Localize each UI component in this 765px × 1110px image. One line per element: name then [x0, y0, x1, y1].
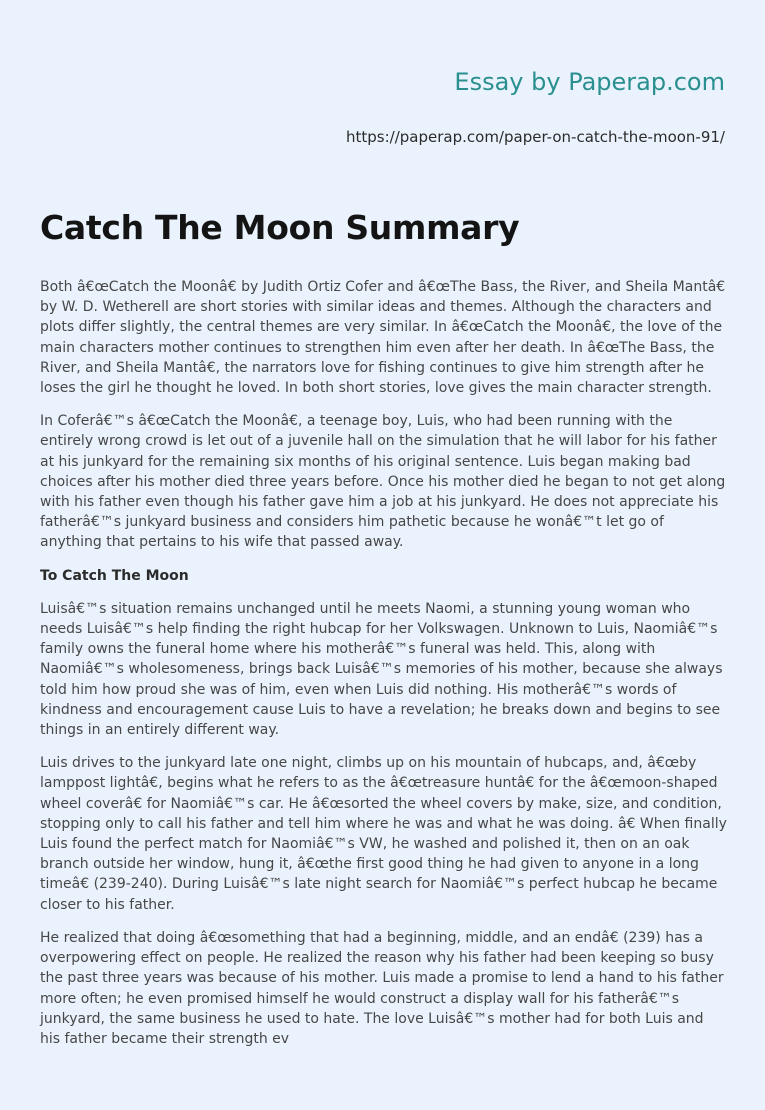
paragraph: Both â€œCatch the Moonâ€ by Judith Ortiz Cofer and â€œThe Bass, the River, and Sheila Mantâ€ by W. D. Wetherell are short stories with similar ideas and themes. Although the characters and plots differ slightly, the central themes are very similar. In â€œCatch the Moonâ€, the love of the main characters mother continues to strengthen him even after her death. In â€œThe Bass, the River, and Sheila Mantâ€, the narrators love for fishing continues to give him strength after he loses the girl he thought he loved. In both short stories, love gives the main character strength. — [40, 279, 726, 397]
section-heading: To Catch The Moon — [40, 567, 189, 584]
paragraph: In Coferâ€™s â€œCatch the Moonâ€, a teenage boy, Luis, who had been running with the entirely wrong crowd is let out of a juvenile hall on the simulation that he will labor for his father at his junkyard for the remaining six months of his original sentence. Luis began making bad choices after his mother died three years before. Once his mother died he began to not get along with his father even though his father gave him a job at his junkyard. He does not appreciate his fatherâ€™s junkyard business and considers him pathetic because he wonâ€™t let go of anything that pertains to his wife that passed away. — [40, 413, 726, 551]
essay-body — [40, 277, 728, 1047]
source-url[interactable]: https://paperap.com/paper-on-catch-the-moon-91/ — [346, 128, 725, 146]
paragraph: Luisâ€™s situation remains unchanged until he meets Naomi, a stunning young woman who needs Luisâ€™s help finding the right hubcap for her Volkswagen. Unknown to Luis, Naomiâ€™s family owns the funeral home where his motherâ€™s funeral was held. This, along with Naomiâ€™s wholesomeness, brings back Luisâ€™s memories of his mother, because she always told him how proud she was of him, even when Luis did nothing. His motherâ€™s words of kindness and encouragement cause Luis to have a revelation; he breaks down and begins to see things in an entirely different way. — [40, 600, 723, 739]
paragraph: Luis drives to the junkyard late one night, climbs up on his mountain of hubcaps, and, â€œby lamppost lightâ€, begins what he refers to as the â€œtreasure huntâ€ for the â€œmoon-shaped wheel coverâ€ for Naomiâ€™s car. He â€œsorted the wheel covers by make, size, and condition, stopping only to call his father and tell him where he was and what he was doing. â€ When finally Luis found the perfect match for Naomiâ€™s VW, he washed and polished it, then on an oak branch outside her window, hung it, â€œthe first good thing he had given to anyone in a long timeâ€ (239-240). During Luisâ€™s late night search for Naomiâ€™s perfect hubcap he became closer to his father. — [40, 755, 727, 913]
paragraph-truncated: He realized that doing â€œsomething that had a beginning, middle, and an endâ€ (239) has a overpowering effect on people. He realized the reason why his father had been keeping so busy the past three years was because of his mother. Luis made a promise to lend a hand to his father more often; he even promised himself he would construct a display wall for his fatherâ€™s junkyard, the same business he used to hate. The love Luisâ€™s mother had for both Luis and his father became their strength ev — [40, 929, 724, 1047]
site-brand[interactable]: Essay by Paperap.com — [454, 68, 725, 96]
page-title: Catch The Moon Summary — [40, 208, 520, 247]
